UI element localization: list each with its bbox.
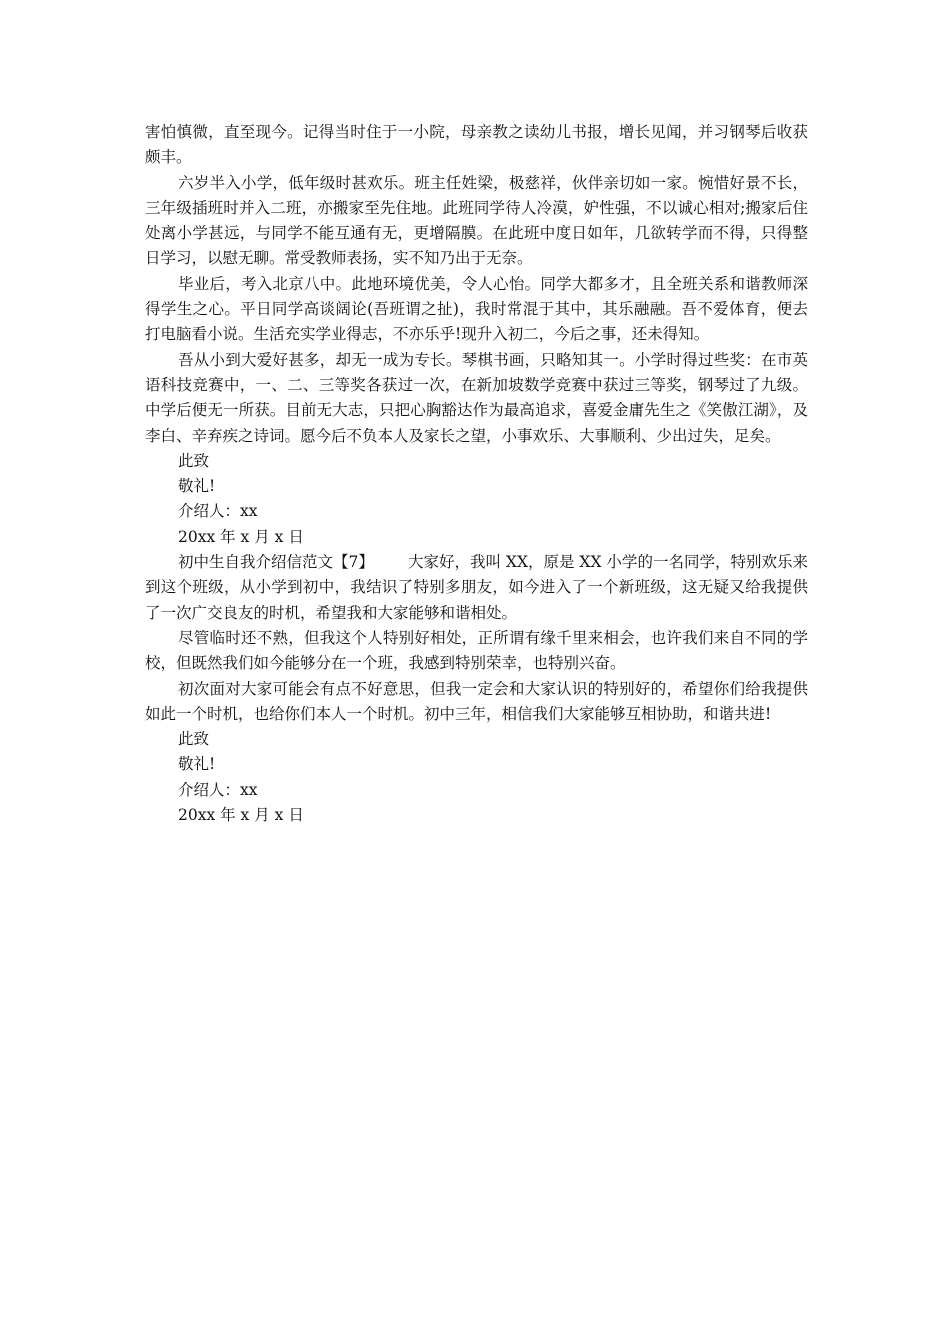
- closing-date: 20xx 年 x 月 x 日: [178, 527, 304, 546]
- section-title: 初中生自我介绍信范文【7】: [178, 553, 374, 572]
- section-paragraph: 尽管临时还不熟，但我这个人特别好相处，正所谓有缘千里来相会，也许我们来自不同的学校，但既然我们如今能够分在一个班，我感到特别荣幸，也特别兴奋。: [145, 628, 808, 673]
- paragraph-hobbies: 吾从小到大爱好甚多，却无一成为专长。琴棋书画，只略知其一。小学时得过些奖：在市英语科技竞赛中，一、二、三等奖各获过一次，在新加坡数学竞赛中获过三等奖，钢琴过了九级。中学后便无一所获。目前无大志，只把心胸豁达作为最高追求，喜爱金庸先生之《笑傲江湖》，及李白、辛弃疾之诗词。愿今后不负本人及家长之望，小事欢乐、大事顺利、少出过失，足矣。: [145, 350, 808, 445]
- document-page: [145, 120, 808, 828]
- section-first-paragraph: [145, 550, 808, 626]
- closing-date: 20xx 年 x 月 x 日: [178, 806, 304, 825]
- paragraph-continued: 害怕慎微，直至现今。记得当时住于一小院，母亲教之读幼儿书报，增长见闻，并习钢琴后收获颇丰。: [145, 123, 808, 167]
- section-first-text: 大家好，我叫 XX，原是 XX 小学的一名同学，特别欢乐来到这个班级，从小学到初中，我结识了特别多朋友，如今进入了一个新班级，这无疑又给我提供了一次广交良友的时机，希望我和大家能够和谐相处。: [145, 553, 808, 622]
- closing-salutation: 此致: [178, 451, 210, 470]
- paragraph-middle-school: 毕业后，考入北京八中。此地环境优美，令人心怡。同学大都多才，且全班关系和谐教师深得学生之心。平日同学高谈阔论(吾班谓之扯)，我时常混于其中，其乐融融。吾不爱体育，便去打电脑看小说。生活充实学业得志，不亦乐乎!现升入初二，今后之事，还未得知。: [145, 274, 808, 344]
- section-paragraph: 初次面对大家可能会有点不好意思，但我一定会和大家认识的特别好的，希望你们给我提供如此一个时机，也给你们本人一个时机。初中三年，相信我们大家能够互相协助，和谐共进!: [145, 679, 808, 723]
- closing-regards: 敬礼!: [178, 477, 216, 496]
- closing-introducer: 介绍人：xx: [178, 502, 258, 521]
- paragraph-primary-school: 六岁半入小学，低年级时甚欢乐。班主任姓梁，极慈祥，伙伴亲切如一家。惋惜好景不长，三年级插班时并入二班，亦搬家至先住地。此班同学待人冷漠，妒性强，不以诚心相对;搬家后住处离小学甚远，与同学不能互通有无，更增隔膜。在此班中度日如年，几欲转学而不得，只得整日学习，以慰无聊。常受教师表扬，实不知乃出于无奈。: [145, 173, 808, 268]
- closing-introducer: 介绍人：xx: [178, 780, 258, 799]
- closing-salutation: 此致: [178, 730, 210, 749]
- closing-regards: 敬礼!: [178, 755, 216, 774]
